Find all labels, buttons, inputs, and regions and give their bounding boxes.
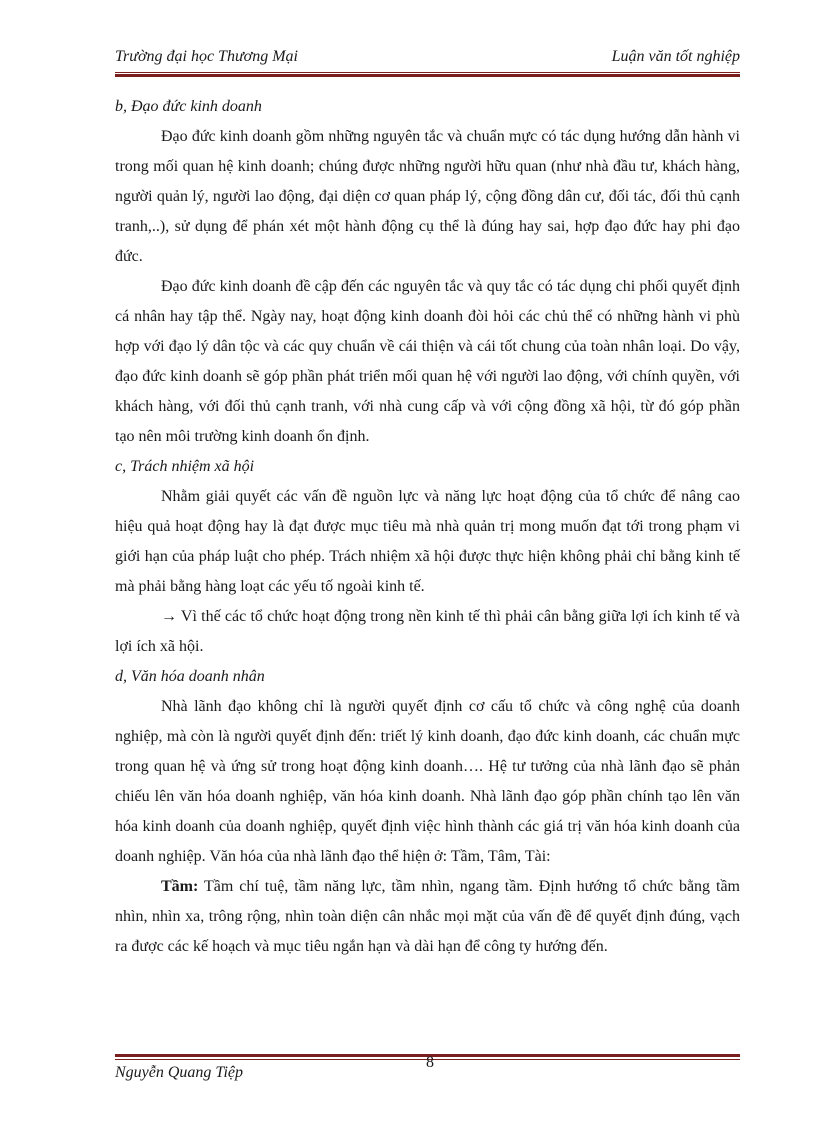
- section-b-paragraph-1: Đạo đức kinh doanh gồm những nguyên tắc và chuẩn mực có tác dụng hướng dẫn hành vi trong mối quan hệ kinh doanh; chúng được những người hữu quan (như nhà đầu tư, khách hàng, người quản lý, người lao động, đại diện cơ quan pháp lý, cộng đồng dân cư, đối tác, đối thủ cạnh tranh,..), sử dụng để phán xét một hành động cụ thể là đúng hay sai, hợp đạo đức hay phi đạo đức.: [115, 128, 740, 265]
- section-c-paragraph-1: Nhằm giải quyết các vấn đề nguồn lực và năng lực hoạt động của tổ chức để nâng cao hiệu quả hoạt động hay là đạt được mục tiêu mà nhà quản trị mong muốn đạt tới trong phạm vi giới hạn của pháp luật cho phép. Trách nhiệm xã hội được thực hiện không phải chỉ bằng kinh tế mà phải bằng hàng loạt các yếu tố ngoài kinh tế.: [115, 488, 740, 595]
- header-rule-thin: [115, 72, 740, 73]
- section-b-heading: b, Đạo đức kinh doanh: [115, 98, 262, 115]
- section-d-paragraph-2: [115, 872, 740, 962]
- section-c-conclusion: Vì thế các tổ chức hoạt động trong nền kinh tế thì phải cân bằng giữa lợi ích kinh tế và lợi ích xã hội.: [115, 608, 740, 655]
- section-d-paragraph-1: Nhà lãnh đạo không chỉ là người quyết định cơ cấu tổ chức và công nghệ của doanh nghiệp, mà còn là người quyết định đến: triết lý kinh doanh, đạo đức kinh doanh, các chuẩn mực trong quan hệ và ứng sử trong hoạt động kinh doanh…. Hệ tư tưởng của nhà lãnh đạo sẽ phản chiếu lên văn hóa doanh nghiệp, văn hóa kinh doanh. Nhà lãnh đạo góp phần chính tạo lên văn hóa kinh doanh của doanh nghiệp, quyết định việc hình thành các giá trị văn hóa kinh doanh của doanh nghiệp. Văn hóa của nhà lãnh đạo thể hiện ở: Tầm, Tâm, Tài:: [115, 698, 740, 865]
- page-number: 8: [426, 1054, 434, 1071]
- tam-text: Tầm chí tuệ, tầm năng lực, tầm nhìn, ngang tầm. Định hướng tổ chức bằng tầm nhìn, nhìn xa, trông rộng, nhìn toàn diện cân nhắc mọi mặt của vấn đề để quyết định đúng, vạch ra được các kế hoạch và mục tiêu ngắn hạn và dài hạn để công ty hướng đến.: [115, 878, 740, 955]
- section-d-heading: d, Văn hóa doanh nhân: [115, 668, 265, 685]
- document-body: [115, 92, 740, 962]
- header-thesis-label: Luận văn tốt nghiệp: [611, 48, 740, 65]
- footer-author: Nguyễn Quang Tiệp: [115, 1064, 243, 1081]
- tam-label: Tầm:: [161, 878, 199, 895]
- section-c-heading: c, Trách nhiệm xã hội: [115, 458, 255, 475]
- page-header: [115, 48, 740, 70]
- header-rule-thick: [115, 74, 740, 77]
- arrow-icon: →: [161, 608, 177, 625]
- header-university: Trường đại học Thương Mại: [115, 48, 298, 65]
- section-c-paragraph-2: [115, 602, 740, 662]
- section-b-paragraph-2: Đạo đức kinh doanh đề cập đến các nguyên tắc và quy tắc có tác dụng chi phối quyết định cá nhân hay tập thể. Ngày nay, hoạt động kinh doanh đòi hỏi các chủ thể có những hành vi phù hợp với đạo lý dân tộc và các quy chuẩn về cái thiện và cái tốt chung của toàn nhân loại. Do vậy, đạo đức kinh doanh sẽ góp phần phát triển mối quan hệ với người lao động, với chính quyền, với khách hàng, với đối thủ cạnh tranh, với nhà cung cấp và với cộng đồng xã hội, từ đó góp phần tạo nên môi trường kinh doanh ổn định.: [115, 278, 740, 445]
